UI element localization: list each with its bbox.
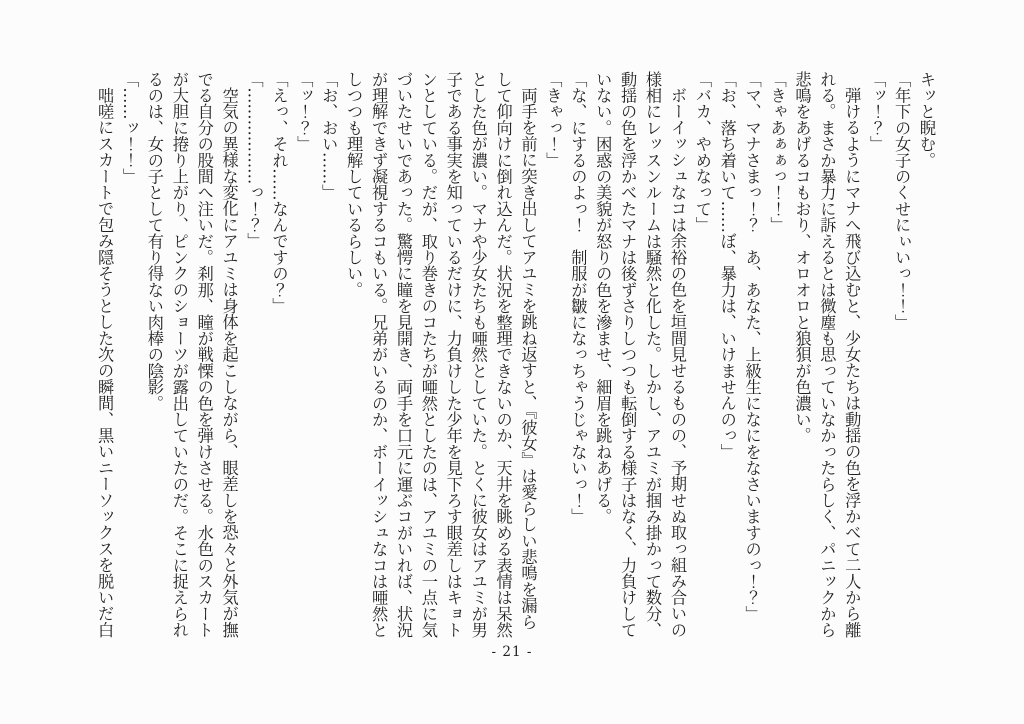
narrative-paragraph: 咄嗟にスカートで包み隠そうとした次の瞬間、黒いニーソックスを脱いだ白 xyxy=(95,87,115,638)
dialogue-line: 「お、落ち着いて……ぼ、暴力は、いけませんのっ」 xyxy=(717,71,737,460)
dialogue-line: 「年下の女子のくせにぃいっ！！」 xyxy=(892,71,912,331)
page-number: - 21 - xyxy=(491,644,533,660)
dialogue-line: 「ッ！？」 xyxy=(867,71,887,152)
dialogue-line: 「な、にするのよっ！ 制服が皺になっちゃうじゃないっ！」 xyxy=(568,71,588,525)
narrative-paragraph: キッと睨む。 xyxy=(917,71,936,169)
dialogue-line: 「きゃあぁぁっ！！」 xyxy=(767,71,787,233)
dialogue-line: 「………………っ！？」 xyxy=(244,71,264,250)
narrative-paragraph: 弾けるようにマナへ飛び込むと、少女たちは動揺の色を浮かべて二人から離れる。まさか暴力に訴えるとは微塵も思っていなかったらしく、パニックから悲鳴をあげるコもおり、オロオロと狼狽が色濃い。 xyxy=(792,71,862,638)
page-text-block xyxy=(88,71,938,642)
dialogue-line: 「お、おい……」 xyxy=(319,71,339,201)
dialogue-line: 「バカ、やめなって」 xyxy=(692,71,712,233)
dialogue-line: 「えっ、それ……なんですの？」 xyxy=(269,71,289,314)
dialogue-line: 「ッ！？」 xyxy=(294,71,314,152)
dialogue-line: 「きゃっ！」 xyxy=(543,71,563,169)
narrative-paragraph: 両手を前に突き出してアユミを跳ね返すと、『彼女』は愛らしい悲鳴を漏らして仰向けに倒れ込んだ。状況を整理できないのか、天井を眺める表情は呆然とした色が濃い。マナや少女たちも唖然としていた。とくに彼女はアユミが男子である事実を知っているだけに、力負けした少年を見下ろす眼差しはキョトンとしている。だが、取り巻きのコたちが唖然としたのは、アユミの一点に気づいたせいであった。驚愕に瞳を見開き、両手を口元に運ぶコがいれば、状況が理解できず凝視するコもいる。兄弟がいるのか、ボーイッシュなコは唖然としつつも理解しているらしい。 xyxy=(344,71,538,638)
dialogue-line: 「マ、マナさまっ！？ あ、あなた、上級生になにをなさいますのっ！？」 xyxy=(742,71,762,622)
narrative-paragraph: 空気の異様な変化にアユミは身体を起こしながら、眼差しを恐々と外気が撫でる自分の股間へ注いだ。刹那、瞳が戦慄の色を弾けさせる。水色のスカートが大胆に捲り上がり、ピンクのショーツが露出していたのだ。そこに捉えられるのは、女の子として有り得ない肉棒の陰影。 xyxy=(144,71,239,638)
narrative-paragraph: ボーイッシュなコは余裕の色を垣間見せるものの、予期せぬ取っ組み合いの様相にレッスンルームは騒然と化した。しかし、アユミが掴み掛かって数分、動揺の色を浮かべたマナは後ずさりしつつも転倒する様子はなく、力負けしていない。困惑の美貌が怒りの色を滲ませ、細眉を跳ねあげる。 xyxy=(593,71,687,638)
dialogue-line: 「……ッ！！」 xyxy=(120,71,139,185)
